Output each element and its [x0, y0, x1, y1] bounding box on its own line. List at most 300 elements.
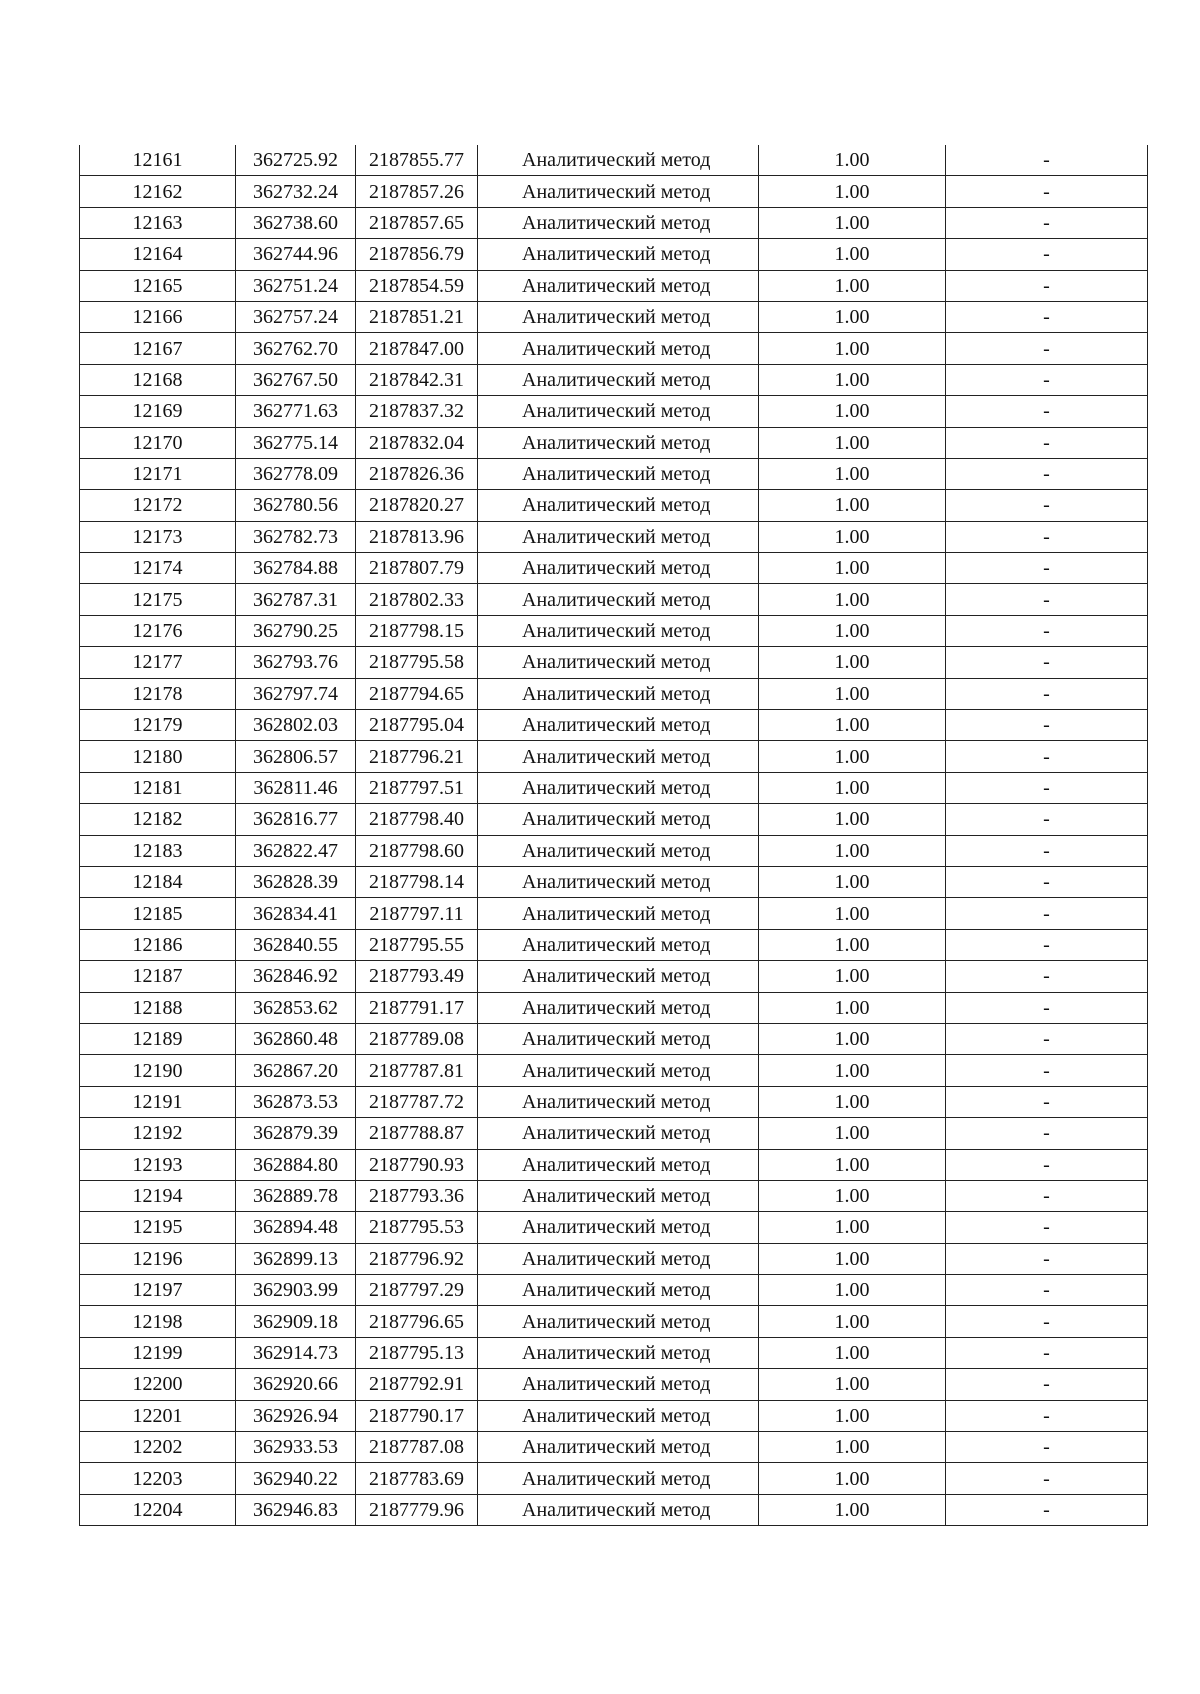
accuracy-cell: 1.00 [759, 364, 946, 395]
accuracy-cell: 1.00 [759, 1400, 946, 1431]
x-coordinate-cell: 362778.09 [236, 458, 356, 489]
x-coordinate-cell: 362775.14 [236, 427, 356, 458]
x-coordinate-cell: 362744.96 [236, 239, 356, 270]
x-coordinate-cell: 362771.63 [236, 396, 356, 427]
method-cell: Аналитический метод [478, 1494, 759, 1525]
method-cell: Аналитический метод [478, 772, 759, 803]
accuracy-cell: 1.00 [759, 396, 946, 427]
accuracy-cell: 1.00 [759, 1118, 946, 1149]
note-cell: - [946, 427, 1148, 458]
table-row [80, 427, 1148, 458]
y-coordinate-cell: 2187793.49 [356, 961, 478, 992]
x-coordinate-cell: 362802.03 [236, 710, 356, 741]
table-row [80, 1337, 1148, 1368]
point-number-cell: 12192 [80, 1118, 236, 1149]
note-cell: - [946, 364, 1148, 395]
y-coordinate-cell: 2187854.59 [356, 270, 478, 301]
table-row [80, 710, 1148, 741]
x-coordinate-cell: 362790.25 [236, 615, 356, 646]
table-row [80, 333, 1148, 364]
x-coordinate-cell: 362782.73 [236, 521, 356, 552]
y-coordinate-cell: 2187798.60 [356, 835, 478, 866]
method-cell: Аналитический метод [478, 1180, 759, 1211]
y-coordinate-cell: 2187797.11 [356, 898, 478, 929]
y-coordinate-cell: 2187787.81 [356, 1055, 478, 1086]
accuracy-cell: 1.00 [759, 741, 946, 772]
table-row [80, 521, 1148, 552]
table-row [80, 1275, 1148, 1306]
method-cell: Аналитический метод [478, 835, 759, 866]
method-cell: Аналитический метод [478, 1086, 759, 1117]
note-cell: - [946, 1055, 1148, 1086]
accuracy-cell: 1.00 [759, 647, 946, 678]
point-number-cell: 12173 [80, 521, 236, 552]
point-number-cell: 12181 [80, 772, 236, 803]
method-cell: Аналитический метод [478, 678, 759, 709]
point-number-cell: 12177 [80, 647, 236, 678]
x-coordinate-cell: 362738.60 [236, 207, 356, 238]
y-coordinate-cell: 2187797.29 [356, 1275, 478, 1306]
table-row [80, 898, 1148, 929]
method-cell: Аналитический метод [478, 710, 759, 741]
point-number-cell: 12169 [80, 396, 236, 427]
accuracy-cell: 1.00 [759, 1212, 946, 1243]
method-cell: Аналитический метод [478, 1118, 759, 1149]
note-cell: - [946, 1086, 1148, 1117]
method-cell: Аналитический метод [478, 145, 759, 176]
point-number-cell: 12185 [80, 898, 236, 929]
note-cell: - [946, 270, 1148, 301]
point-number-cell: 12191 [80, 1086, 236, 1117]
coordinates-table [79, 145, 1148, 1526]
point-number-cell: 12189 [80, 1023, 236, 1054]
note-cell: - [946, 1243, 1148, 1274]
note-cell: - [946, 553, 1148, 584]
note-cell: - [946, 396, 1148, 427]
note-cell: - [946, 992, 1148, 1023]
point-number-cell: 12174 [80, 553, 236, 584]
table-row [80, 804, 1148, 835]
note-cell: - [946, 1337, 1148, 1368]
y-coordinate-cell: 2187790.93 [356, 1149, 478, 1180]
table-row [80, 584, 1148, 615]
x-coordinate-cell: 362725.92 [236, 145, 356, 176]
accuracy-cell: 1.00 [759, 553, 946, 584]
x-coordinate-cell: 362751.24 [236, 270, 356, 301]
x-coordinate-cell: 362920.66 [236, 1369, 356, 1400]
table-row [80, 1463, 1148, 1494]
method-cell: Аналитический метод [478, 929, 759, 960]
accuracy-cell: 1.00 [759, 1369, 946, 1400]
note-cell: - [946, 835, 1148, 866]
table-row [80, 1494, 1148, 1525]
accuracy-cell: 1.00 [759, 1306, 946, 1337]
y-coordinate-cell: 2187787.72 [356, 1086, 478, 1117]
note-cell: - [946, 1023, 1148, 1054]
point-number-cell: 12186 [80, 929, 236, 960]
accuracy-cell: 1.00 [759, 584, 946, 615]
y-coordinate-cell: 2187832.04 [356, 427, 478, 458]
accuracy-cell: 1.00 [759, 1432, 946, 1463]
x-coordinate-cell: 362793.76 [236, 647, 356, 678]
point-number-cell: 12184 [80, 866, 236, 897]
note-cell: - [946, 458, 1148, 489]
x-coordinate-cell: 362811.46 [236, 772, 356, 803]
method-cell: Аналитический метод [478, 898, 759, 929]
method-cell: Аналитический метод [478, 239, 759, 270]
point-number-cell: 12162 [80, 176, 236, 207]
x-coordinate-cell: 362884.80 [236, 1149, 356, 1180]
x-coordinate-cell: 362822.47 [236, 835, 356, 866]
x-coordinate-cell: 362909.18 [236, 1306, 356, 1337]
y-coordinate-cell: 2187795.13 [356, 1337, 478, 1368]
y-coordinate-cell: 2187802.33 [356, 584, 478, 615]
accuracy-cell: 1.00 [759, 1463, 946, 1494]
table-row [80, 1369, 1148, 1400]
table-row [80, 1086, 1148, 1117]
method-cell: Аналитический метод [478, 992, 759, 1023]
y-coordinate-cell: 2187792.91 [356, 1369, 478, 1400]
accuracy-cell: 1.00 [759, 678, 946, 709]
method-cell: Аналитический метод [478, 1432, 759, 1463]
method-cell: Аналитический метод [478, 553, 759, 584]
y-coordinate-cell: 2187807.79 [356, 553, 478, 584]
point-number-cell: 12172 [80, 490, 236, 521]
point-number-cell: 12167 [80, 333, 236, 364]
accuracy-cell: 1.00 [759, 301, 946, 332]
method-cell: Аналитический метод [478, 866, 759, 897]
table-row [80, 553, 1148, 584]
table-row [80, 1400, 1148, 1431]
point-number-cell: 12194 [80, 1180, 236, 1211]
y-coordinate-cell: 2187795.04 [356, 710, 478, 741]
note-cell: - [946, 1432, 1148, 1463]
accuracy-cell: 1.00 [759, 866, 946, 897]
y-coordinate-cell: 2187795.55 [356, 929, 478, 960]
note-cell: - [946, 1118, 1148, 1149]
x-coordinate-cell: 362732.24 [236, 176, 356, 207]
table-row [80, 270, 1148, 301]
y-coordinate-cell: 2187797.51 [356, 772, 478, 803]
note-cell: - [946, 678, 1148, 709]
accuracy-cell: 1.00 [759, 1023, 946, 1054]
note-cell: - [946, 741, 1148, 772]
point-number-cell: 12175 [80, 584, 236, 615]
method-cell: Аналитический метод [478, 1275, 759, 1306]
x-coordinate-cell: 362889.78 [236, 1180, 356, 1211]
accuracy-cell: 1.00 [759, 207, 946, 238]
point-number-cell: 12180 [80, 741, 236, 772]
x-coordinate-cell: 362787.31 [236, 584, 356, 615]
accuracy-cell: 1.00 [759, 772, 946, 803]
y-coordinate-cell: 2187783.69 [356, 1463, 478, 1494]
method-cell: Аналитический метод [478, 1149, 759, 1180]
table-row [80, 678, 1148, 709]
y-coordinate-cell: 2187857.26 [356, 176, 478, 207]
x-coordinate-cell: 362946.83 [236, 1494, 356, 1525]
table-row [80, 364, 1148, 395]
point-number-cell: 12164 [80, 239, 236, 270]
note-cell: - [946, 207, 1148, 238]
point-number-cell: 12203 [80, 1463, 236, 1494]
table-row [80, 490, 1148, 521]
point-number-cell: 12196 [80, 1243, 236, 1274]
point-number-cell: 12198 [80, 1306, 236, 1337]
accuracy-cell: 1.00 [759, 615, 946, 646]
x-coordinate-cell: 362846.92 [236, 961, 356, 992]
note-cell: - [946, 301, 1148, 332]
table-row [80, 207, 1148, 238]
note-cell: - [946, 521, 1148, 552]
method-cell: Аналитический метод [478, 1400, 759, 1431]
x-coordinate-cell: 362762.70 [236, 333, 356, 364]
point-number-cell: 12197 [80, 1275, 236, 1306]
accuracy-cell: 1.00 [759, 427, 946, 458]
accuracy-cell: 1.00 [759, 239, 946, 270]
table-row [80, 1149, 1148, 1180]
method-cell: Аналитический метод [478, 1463, 759, 1494]
point-number-cell: 12201 [80, 1400, 236, 1431]
x-coordinate-cell: 362933.53 [236, 1432, 356, 1463]
table-row [80, 1023, 1148, 1054]
x-coordinate-cell: 362860.48 [236, 1023, 356, 1054]
note-cell: - [946, 1212, 1148, 1243]
x-coordinate-cell: 362867.20 [236, 1055, 356, 1086]
method-cell: Аналитический метод [478, 584, 759, 615]
table-row [80, 1243, 1148, 1274]
x-coordinate-cell: 362828.39 [236, 866, 356, 897]
x-coordinate-cell: 362914.73 [236, 1337, 356, 1368]
table-row [80, 615, 1148, 646]
method-cell: Аналитический метод [478, 1369, 759, 1400]
method-cell: Аналитический метод [478, 490, 759, 521]
point-number-cell: 12170 [80, 427, 236, 458]
table-row [80, 239, 1148, 270]
y-coordinate-cell: 2187857.65 [356, 207, 478, 238]
method-cell: Аналитический метод [478, 521, 759, 552]
point-number-cell: 12195 [80, 1212, 236, 1243]
method-cell: Аналитический метод [478, 1337, 759, 1368]
x-coordinate-cell: 362903.99 [236, 1275, 356, 1306]
y-coordinate-cell: 2187856.79 [356, 239, 478, 270]
note-cell: - [946, 1275, 1148, 1306]
note-cell: - [946, 647, 1148, 678]
note-cell: - [946, 772, 1148, 803]
accuracy-cell: 1.00 [759, 458, 946, 489]
y-coordinate-cell: 2187788.87 [356, 1118, 478, 1149]
point-number-cell: 12188 [80, 992, 236, 1023]
method-cell: Аналитический метод [478, 741, 759, 772]
point-number-cell: 12163 [80, 207, 236, 238]
table-row [80, 647, 1148, 678]
note-cell: - [946, 176, 1148, 207]
point-number-cell: 12200 [80, 1369, 236, 1400]
table-row [80, 961, 1148, 992]
y-coordinate-cell: 2187820.27 [356, 490, 478, 521]
x-coordinate-cell: 362873.53 [236, 1086, 356, 1117]
accuracy-cell: 1.00 [759, 1494, 946, 1525]
table-row [80, 145, 1148, 176]
accuracy-cell: 1.00 [759, 176, 946, 207]
method-cell: Аналитический метод [478, 301, 759, 332]
accuracy-cell: 1.00 [759, 835, 946, 866]
x-coordinate-cell: 362940.22 [236, 1463, 356, 1494]
note-cell: - [946, 615, 1148, 646]
table-row [80, 1432, 1148, 1463]
accuracy-cell: 1.00 [759, 898, 946, 929]
accuracy-cell: 1.00 [759, 804, 946, 835]
accuracy-cell: 1.00 [759, 270, 946, 301]
y-coordinate-cell: 2187798.40 [356, 804, 478, 835]
table-row [80, 741, 1148, 772]
accuracy-cell: 1.00 [759, 992, 946, 1023]
x-coordinate-cell: 362767.50 [236, 364, 356, 395]
x-coordinate-cell: 362894.48 [236, 1212, 356, 1243]
x-coordinate-cell: 362757.24 [236, 301, 356, 332]
point-number-cell: 12176 [80, 615, 236, 646]
method-cell: Аналитический метод [478, 396, 759, 427]
x-coordinate-cell: 362834.41 [236, 898, 356, 929]
y-coordinate-cell: 2187791.17 [356, 992, 478, 1023]
note-cell: - [946, 898, 1148, 929]
y-coordinate-cell: 2187813.96 [356, 521, 478, 552]
note-cell: - [946, 1494, 1148, 1525]
y-coordinate-cell: 2187842.31 [356, 364, 478, 395]
point-number-cell: 12171 [80, 458, 236, 489]
y-coordinate-cell: 2187798.15 [356, 615, 478, 646]
point-number-cell: 12190 [80, 1055, 236, 1086]
point-number-cell: 12204 [80, 1494, 236, 1525]
accuracy-cell: 1.00 [759, 1149, 946, 1180]
method-cell: Аналитический метод [478, 364, 759, 395]
y-coordinate-cell: 2187789.08 [356, 1023, 478, 1054]
table-row [80, 772, 1148, 803]
note-cell: - [946, 1463, 1148, 1494]
coordinates-table-body [80, 145, 1148, 1526]
method-cell: Аналитический метод [478, 207, 759, 238]
point-number-cell: 12178 [80, 678, 236, 709]
note-cell: - [946, 239, 1148, 270]
method-cell: Аналитический метод [478, 333, 759, 364]
table-row [80, 1055, 1148, 1086]
table-row [80, 1212, 1148, 1243]
note-cell: - [946, 145, 1148, 176]
y-coordinate-cell: 2187796.92 [356, 1243, 478, 1274]
y-coordinate-cell: 2187798.14 [356, 866, 478, 897]
y-coordinate-cell: 2187795.53 [356, 1212, 478, 1243]
note-cell: - [946, 961, 1148, 992]
accuracy-cell: 1.00 [759, 929, 946, 960]
table-row [80, 1118, 1148, 1149]
note-cell: - [946, 804, 1148, 835]
note-cell: - [946, 1400, 1148, 1431]
accuracy-cell: 1.00 [759, 333, 946, 364]
method-cell: Аналитический метод [478, 1306, 759, 1337]
table-row [80, 301, 1148, 332]
point-number-cell: 12166 [80, 301, 236, 332]
accuracy-cell: 1.00 [759, 521, 946, 552]
note-cell: - [946, 1306, 1148, 1337]
x-coordinate-cell: 362926.94 [236, 1400, 356, 1431]
y-coordinate-cell: 2187826.36 [356, 458, 478, 489]
point-number-cell: 12193 [80, 1149, 236, 1180]
accuracy-cell: 1.00 [759, 961, 946, 992]
note-cell: - [946, 1180, 1148, 1211]
note-cell: - [946, 710, 1148, 741]
y-coordinate-cell: 2187787.08 [356, 1432, 478, 1463]
y-coordinate-cell: 2187796.65 [356, 1306, 478, 1337]
note-cell: - [946, 584, 1148, 615]
x-coordinate-cell: 362899.13 [236, 1243, 356, 1274]
method-cell: Аналитический метод [478, 804, 759, 835]
method-cell: Аналитический метод [478, 647, 759, 678]
note-cell: - [946, 866, 1148, 897]
accuracy-cell: 1.00 [759, 1243, 946, 1274]
x-coordinate-cell: 362806.57 [236, 741, 356, 772]
accuracy-cell: 1.00 [759, 1055, 946, 1086]
table-row [80, 176, 1148, 207]
point-number-cell: 12182 [80, 804, 236, 835]
y-coordinate-cell: 2187837.32 [356, 396, 478, 427]
accuracy-cell: 1.00 [759, 145, 946, 176]
x-coordinate-cell: 362840.55 [236, 929, 356, 960]
y-coordinate-cell: 2187855.77 [356, 145, 478, 176]
x-coordinate-cell: 362816.77 [236, 804, 356, 835]
accuracy-cell: 1.00 [759, 1337, 946, 1368]
note-cell: - [946, 490, 1148, 521]
y-coordinate-cell: 2187793.36 [356, 1180, 478, 1211]
x-coordinate-cell: 362797.74 [236, 678, 356, 709]
table-row [80, 866, 1148, 897]
accuracy-cell: 1.00 [759, 1086, 946, 1117]
point-number-cell: 12199 [80, 1337, 236, 1368]
method-cell: Аналитический метод [478, 961, 759, 992]
table-row [80, 929, 1148, 960]
x-coordinate-cell: 362853.62 [236, 992, 356, 1023]
table-row [80, 1306, 1148, 1337]
y-coordinate-cell: 2187796.21 [356, 741, 478, 772]
point-number-cell: 12183 [80, 835, 236, 866]
table-row [80, 396, 1148, 427]
point-number-cell: 12179 [80, 710, 236, 741]
table-row [80, 1180, 1148, 1211]
table-row [80, 992, 1148, 1023]
method-cell: Аналитический метод [478, 1055, 759, 1086]
y-coordinate-cell: 2187790.17 [356, 1400, 478, 1431]
method-cell: Аналитический метод [478, 427, 759, 458]
accuracy-cell: 1.00 [759, 1275, 946, 1306]
method-cell: Аналитический метод [478, 176, 759, 207]
method-cell: Аналитический метод [478, 458, 759, 489]
point-number-cell: 12161 [80, 145, 236, 176]
accuracy-cell: 1.00 [759, 490, 946, 521]
method-cell: Аналитический метод [478, 1212, 759, 1243]
y-coordinate-cell: 2187779.96 [356, 1494, 478, 1525]
x-coordinate-cell: 362784.88 [236, 553, 356, 584]
y-coordinate-cell: 2187847.00 [356, 333, 478, 364]
note-cell: - [946, 333, 1148, 364]
accuracy-cell: 1.00 [759, 710, 946, 741]
accuracy-cell: 1.00 [759, 1180, 946, 1211]
point-number-cell: 12187 [80, 961, 236, 992]
point-number-cell: 12165 [80, 270, 236, 301]
method-cell: Аналитический метод [478, 1243, 759, 1274]
x-coordinate-cell: 362780.56 [236, 490, 356, 521]
method-cell: Аналитический метод [478, 270, 759, 301]
note-cell: - [946, 1149, 1148, 1180]
y-coordinate-cell: 2187795.58 [356, 647, 478, 678]
table-row [80, 458, 1148, 489]
